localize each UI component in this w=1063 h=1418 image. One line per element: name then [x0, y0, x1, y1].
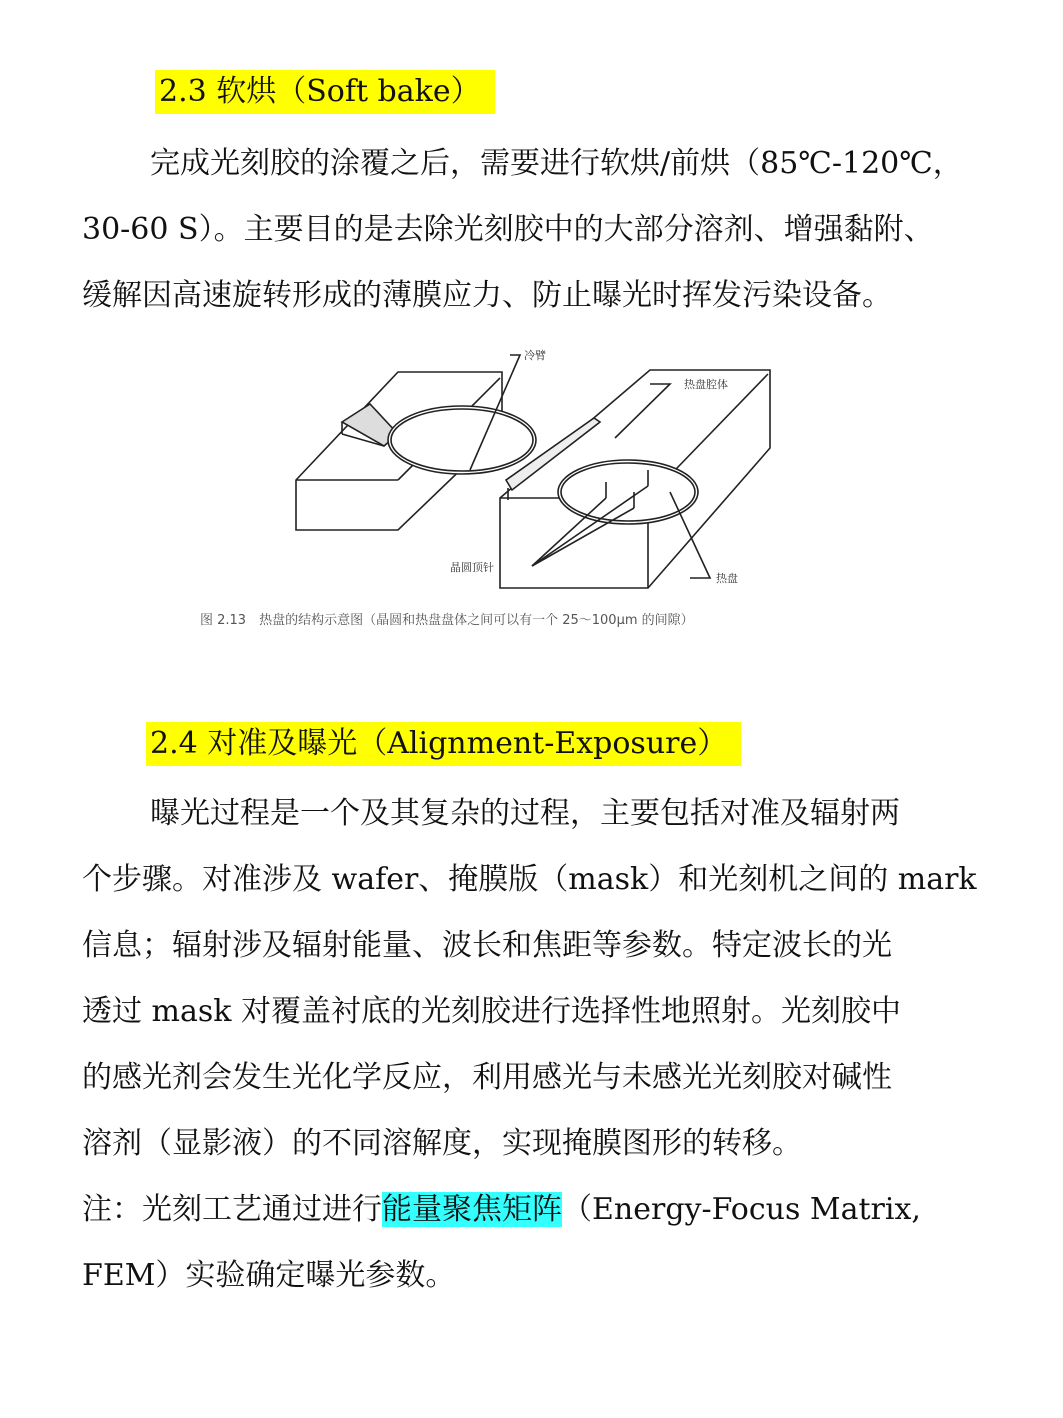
section-2-4-heading: 2.4 对准及曝光（Alignment-Exposure）: [146, 722, 741, 766]
paragraph-line: 缓解因高速旋转形成的薄膜应力、防止曝光时挥发污染设备。: [82, 278, 892, 313]
note-line-2: FEM）实验确定曝光参数。: [82, 1258, 456, 1293]
paragraph-line: 溶剂（显影液）的不同溶解度，实现掩膜图形的转移。: [82, 1126, 802, 1161]
note-suffix: （Energy-Focus Matrix,: [562, 1192, 921, 1227]
label-hotplate-body: 热盘腔体: [684, 378, 728, 391]
paragraph-line: 30-60 S）。主要目的是去除光刻胶中的大部分溶剂、增强黏附、: [82, 212, 934, 247]
label-wafer-pins: 晶圆顶针: [450, 561, 494, 574]
paragraph-line: 完成光刻胶的涂覆之后，需要进行软烘/前烘（85℃-120℃，: [150, 146, 963, 181]
paragraph-line: 信息；辐射涉及辐射能量、波长和焦距等参数。特定波长的光: [82, 928, 892, 963]
note-highlight-term: 能量聚焦矩阵: [382, 1192, 562, 1227]
note-line: [82, 1184, 921, 1228]
hotplate-diagram: [170, 330, 890, 640]
paragraph-line: 个步骤。对准涉及 wafer、掩膜版（mask）和光刻机之间的 mark: [82, 862, 977, 897]
label-hotplate: 热盘: [716, 572, 738, 585]
paragraph-line: 的感光剂会发生光化学反应，利用感光与未感光光刻胶对碱性: [82, 1060, 892, 1095]
paragraph-line: 透过 mask 对覆盖衬底的光刻胶进行选择性地照射。光刻胶中: [82, 994, 901, 1029]
paragraph-line: 曝光过程是一个及其复杂的过程，主要包括对准及辐射两: [150, 796, 900, 831]
figure-caption: 图 2.13 热盘的结构示意图（晶圆和热盘盘体之间可以有一个 25～100μm 的间隙）: [200, 613, 694, 628]
section-2-3-heading: 2.3 软烘（Soft bake）: [155, 70, 495, 114]
hotplate-diagram-svg: [170, 330, 890, 640]
label-cold-arm: 冷臂: [524, 349, 546, 362]
note-prefix: 注：光刻工艺通过进行: [82, 1192, 382, 1227]
